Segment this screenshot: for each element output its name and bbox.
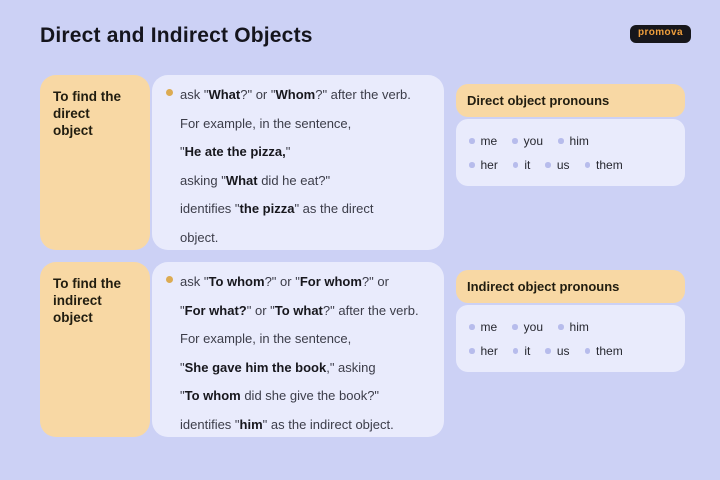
pronoun-label: them	[596, 344, 623, 358]
bold-text-segment: For whom	[299, 274, 362, 289]
label-line: To find the	[53, 276, 121, 291]
pronoun-row	[469, 315, 685, 339]
explanation-box-indirect	[152, 262, 444, 437]
pronoun-row	[469, 129, 685, 153]
lavender-dot-icon	[558, 324, 564, 330]
text-segment: "	[180, 144, 185, 159]
bold-text-segment: He ate the pizza,	[184, 144, 286, 159]
bold-text-segment: What	[208, 87, 241, 102]
lavender-dot-icon	[585, 348, 591, 354]
text-segment: " as the direct	[294, 201, 374, 216]
lavender-dot-icon	[585, 162, 591, 168]
text-segment: "	[180, 388, 185, 403]
text-segment: " or "	[246, 302, 275, 318]
pronoun-item	[469, 344, 498, 358]
pronouns-box-direct	[456, 119, 685, 186]
text-segment: ask "	[180, 87, 209, 102]
text-line	[180, 138, 432, 167]
text-line	[180, 224, 432, 253]
lavender-dot-icon	[545, 162, 551, 168]
pronoun-item	[469, 158, 498, 172]
text-line	[180, 325, 432, 354]
bold-text-segment: To whom	[208, 274, 265, 289]
text-segment: identifies "	[180, 201, 240, 216]
lavender-dot-icon	[512, 138, 518, 144]
text-segment: object.	[180, 229, 219, 245]
label-line: object	[53, 310, 93, 325]
text-segment: did he eat?"	[257, 172, 331, 188]
text-line	[180, 81, 432, 110]
pronoun-label: me	[480, 320, 498, 334]
pronouns-header-indirect: Indirect object pronouns	[456, 270, 685, 303]
pronoun-item	[512, 134, 543, 148]
pronoun-item	[513, 344, 531, 358]
pronoun-item	[513, 158, 531, 172]
label-line: To find the	[53, 89, 121, 104]
label-box-indirect	[40, 262, 150, 437]
pronouns-box-indirect	[456, 305, 685, 372]
text-segment: ," asking	[326, 359, 376, 375]
text-segment: ?" or	[361, 274, 389, 289]
bold-text-segment: For what?	[184, 302, 247, 318]
pronoun-item	[545, 344, 569, 358]
pronoun-item	[558, 320, 589, 334]
text-segment: identifies "	[180, 416, 240, 432]
text-segment: ask "	[180, 274, 209, 289]
pronoun-label: him	[569, 134, 589, 148]
lavender-dot-icon	[512, 324, 518, 330]
text-line	[180, 297, 432, 326]
pronoun-label: us	[556, 344, 570, 358]
text-line	[180, 110, 432, 139]
label-line: direct	[53, 106, 90, 121]
pronoun-label: you	[523, 134, 544, 148]
text-segment: "	[180, 302, 185, 318]
explanation-box-direct	[152, 75, 444, 250]
lavender-dot-icon	[513, 348, 519, 354]
pronoun-item	[469, 320, 497, 334]
orange-bullet-icon	[166, 276, 173, 283]
text-segment: "	[285, 144, 291, 159]
lavender-dot-icon	[469, 324, 475, 330]
text-segment: " as the indirect object.	[262, 416, 394, 432]
bold-text-segment: To whom	[184, 388, 241, 403]
pronoun-label: me	[480, 134, 498, 148]
text-line	[180, 167, 432, 196]
pronoun-label: her	[480, 344, 498, 358]
pronoun-item	[558, 134, 589, 148]
lavender-dot-icon	[545, 348, 551, 354]
label-line: object	[53, 123, 93, 138]
text-segment: "	[180, 359, 185, 375]
pronoun-item	[545, 158, 569, 172]
pronoun-label: you	[523, 320, 544, 334]
text-line	[180, 195, 432, 224]
text-segment: did she give the book?"	[240, 388, 380, 403]
text-segment: ?" or "	[240, 87, 276, 102]
text-segment: asking "	[180, 172, 226, 188]
pronoun-item	[585, 344, 623, 358]
lavender-dot-icon	[513, 162, 519, 168]
pronoun-item	[512, 320, 543, 334]
pronoun-item	[469, 134, 497, 148]
pronoun-row	[469, 153, 685, 177]
lavender-dot-icon	[469, 138, 475, 144]
promova-logo-text: promova	[637, 27, 683, 38]
promova-logo	[630, 25, 691, 43]
bold-text-segment: Whom	[275, 87, 316, 102]
pronoun-label: them	[596, 158, 623, 172]
text-segment: ?" after the verb.	[322, 302, 419, 318]
pronoun-row	[469, 339, 685, 363]
bold-text-segment: What	[225, 172, 258, 188]
lavender-dot-icon	[469, 348, 475, 354]
pronoun-label: us	[556, 158, 570, 172]
pronoun-label: it	[524, 344, 531, 358]
text-segment: ?" or "	[264, 274, 300, 289]
orange-bullet-icon	[166, 89, 173, 96]
text-segment: For example, in the sentence,	[180, 331, 352, 346]
text-line	[180, 411, 432, 440]
pronoun-item	[585, 158, 623, 172]
bold-text-segment: him	[239, 416, 263, 432]
text-line	[180, 354, 432, 383]
lavender-dot-icon	[469, 162, 475, 168]
pronoun-label: him	[569, 320, 589, 334]
text-line	[180, 268, 432, 297]
label-line: indirect	[53, 293, 102, 308]
pronoun-label: it	[524, 158, 531, 172]
page-title: Direct and Indirect Objects	[40, 24, 313, 47]
bold-text-segment: She gave him the book	[184, 359, 327, 375]
bold-text-segment: the pizza	[239, 201, 295, 216]
pronoun-label: her	[480, 158, 498, 172]
pronouns-header-direct: Direct object pronouns	[456, 84, 685, 117]
text-line	[180, 382, 432, 411]
label-box-direct	[40, 75, 150, 250]
lavender-dot-icon	[558, 138, 564, 144]
bold-text-segment: To what	[274, 302, 323, 318]
text-segment: For example, in the sentence,	[180, 115, 352, 131]
text-segment: ?" after the verb.	[315, 87, 411, 102]
